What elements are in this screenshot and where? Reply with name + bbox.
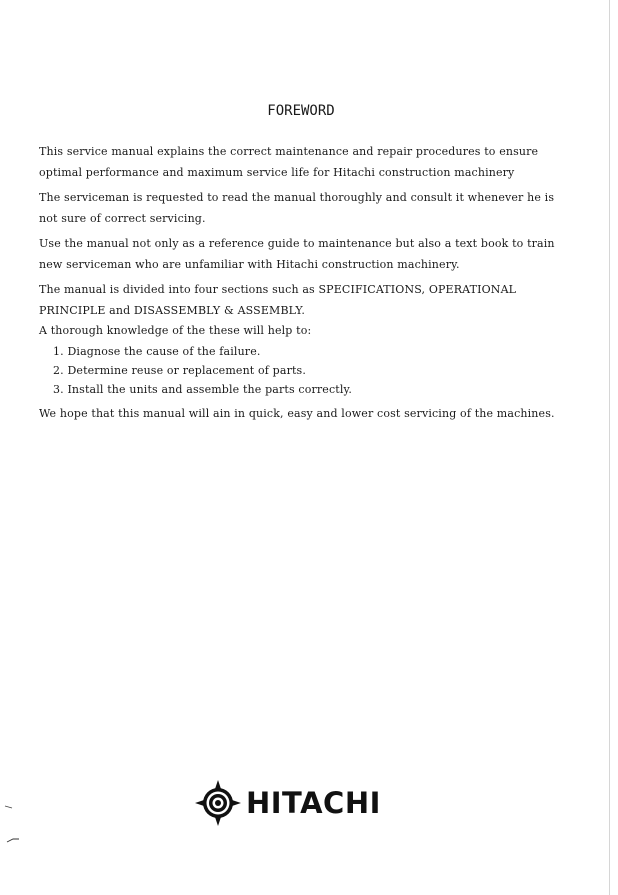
scan-mark-icon <box>4 804 14 810</box>
paragraph-serviceman: The serviceman is requested to read the manual thoroughly and consult it whenever he is not sure of correct servicing. <box>39 191 555 225</box>
document-body <box>39 142 569 429</box>
hitachi-logo <box>195 780 381 826</box>
list-item: 3. Install the units and assemble the parts correctly. <box>53 382 353 396</box>
list-item: 1. Diagnose the cause of the failure. <box>53 344 261 358</box>
paragraph-sections: The manual is divided into four sections such as SPECIFICATIONS, OPERATIONAL PRINCIPLE and DISASSEMBLY & ASSEMBLY. <box>39 283 517 317</box>
page-edge <box>609 0 610 895</box>
list-item: 2. Determine reuse or replacement of parts. <box>53 363 306 377</box>
logo-wordmark: HITACHI <box>246 786 381 820</box>
paragraph-usage: Use the manual not only as a reference guide to maintenance but also a text book to train new serviceman who are unfamiliar with Hitachi construction machinery. <box>39 237 555 271</box>
paragraph-intro: This service manual explains the correct maintenance and repair procedures to ensure optimal performance and maximum service life for Hitachi construction machinery <box>39 145 539 179</box>
scan-mark-icon <box>6 836 20 844</box>
benefit-list <box>39 342 569 399</box>
page-title: FOREWORD <box>267 103 335 119</box>
hitachi-emblem-icon <box>195 780 241 826</box>
paragraph-knowledge: A thorough knowledge of the these will help to: <box>39 324 312 337</box>
paragraph-closing: We hope that this manual will ain in quick, easy and lower cost servicing of the machines. <box>39 406 555 420</box>
